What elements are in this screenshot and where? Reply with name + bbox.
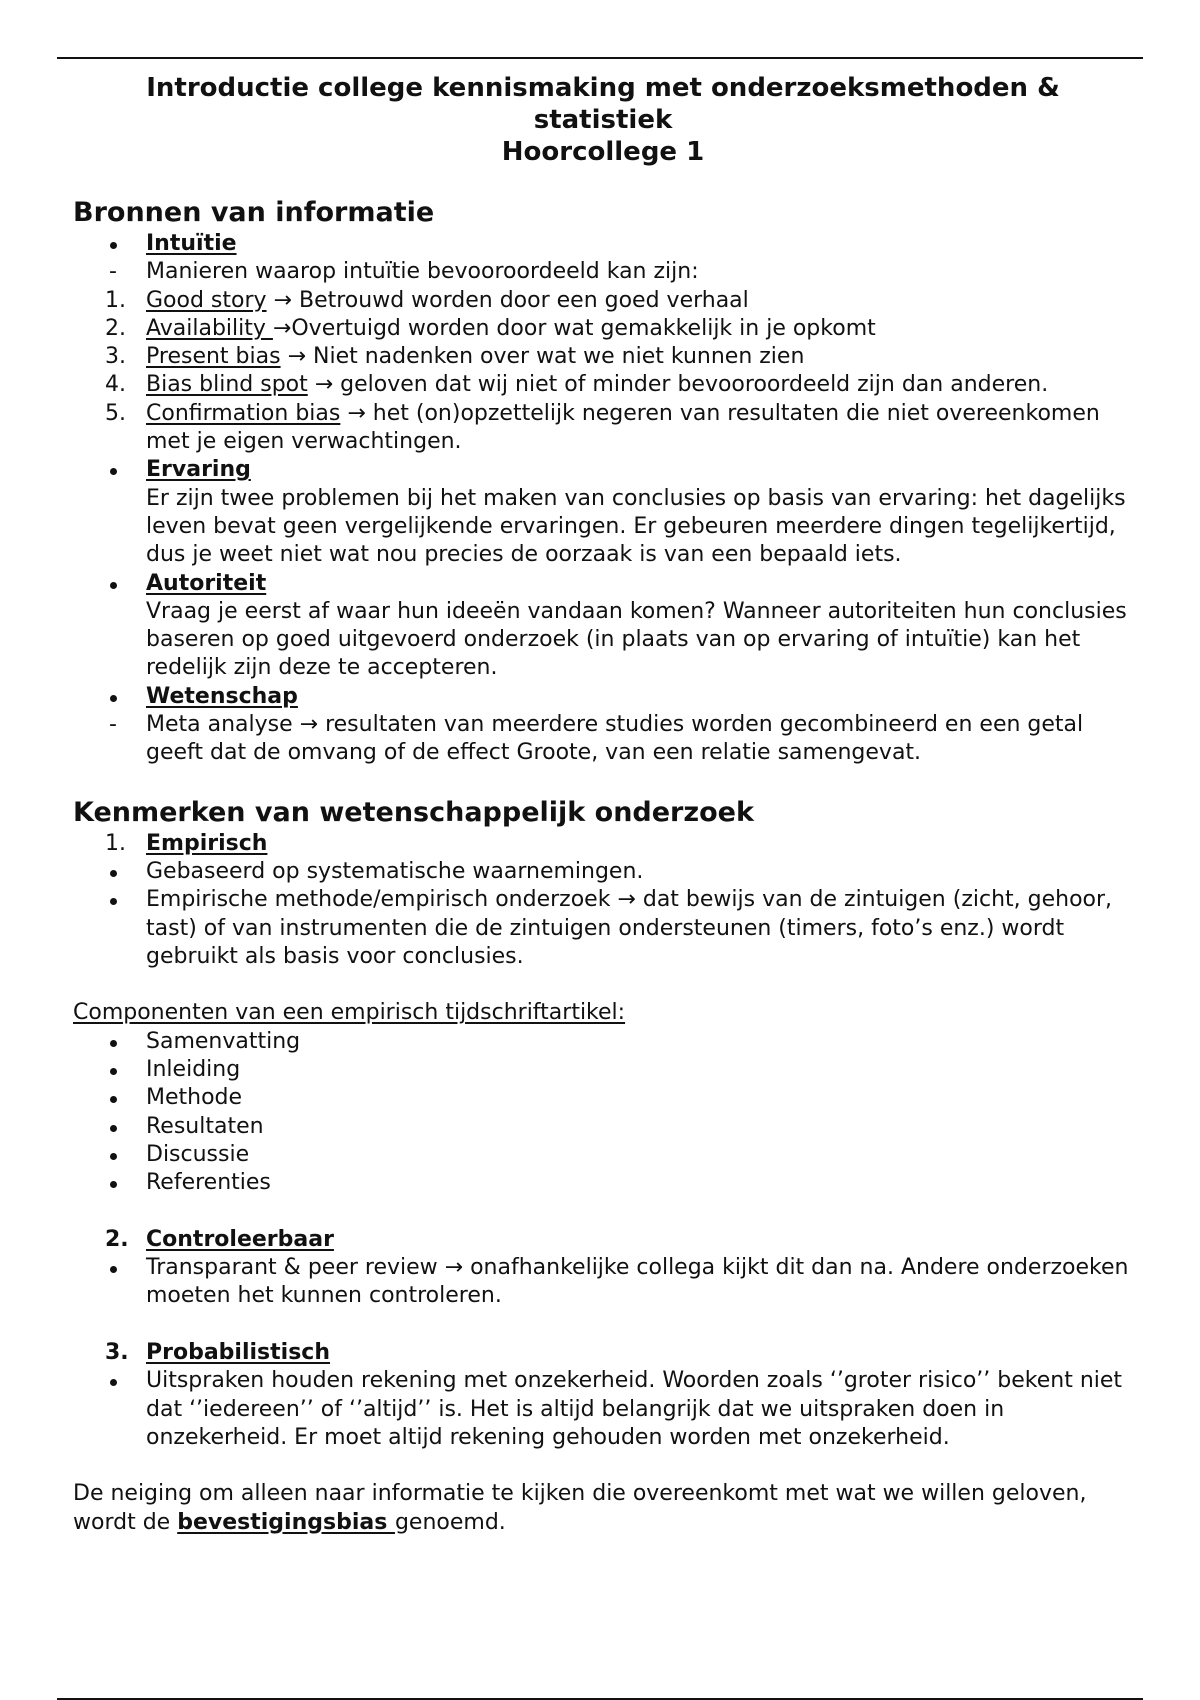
title-line-2: statistiek (533, 105, 673, 135)
bullet-icon (110, 1379, 117, 1386)
item-number: 4. (105, 372, 126, 398)
bullet-icon (110, 1096, 117, 1103)
closing-paragraph (73, 1480, 1133, 1537)
label-probabilistisch: Probabilistisch (146, 1339, 331, 1365)
title-line-3: Hoorcollege 1 (501, 137, 705, 167)
top-rule (57, 57, 1143, 59)
item-number: 2. (105, 1226, 129, 1252)
probabilistisch-text: Uitspraken houden rekening met onzekerheid. Woorden zoals ‘’groter risico’’ bekent niet dat ‘’iedereen’’ of ‘’altijd’’ is. Het is altijd belangrijk dat we uitspraken doen in onzekerheid. Er moet altijd rekening gehouden worden met onzekerheid. (146, 1368, 1123, 1450)
document-title (73, 72, 1133, 168)
bullet-empirisch-1 (73, 858, 1133, 886)
list-item (73, 1113, 1133, 1141)
item-text: het (on)opzettelijk negeren van resultaten die niet overeenkomen met je eigen verwachtingen. (146, 400, 1100, 455)
ervaring-text: Er zijn twee problemen bij het maken van conclusies op basis van ervaring: het dagelijks leven bevat geen vergelijkende ervaringen. Er gebeuren meerdere dingen tegelijkertijd, dus je weet niet wat nou precies de oorzaak is van een bepaald iets. (146, 485, 1126, 568)
list-item-text: Methode (146, 1085, 243, 1111)
bullet-probabilistisch (73, 1367, 1133, 1452)
term-bevestigingsbias: bevestigingsbias (177, 1509, 395, 1535)
numbered-heading-probabilistisch (73, 1339, 1133, 1367)
item-text: geloven dat wij niet of minder bevooroordeeld zijn dan anderen. (333, 372, 1049, 398)
components-heading-text: Componenten van een empirisch tijdschriftartikel: (73, 1000, 626, 1026)
list-item (73, 1169, 1133, 1197)
list-item (73, 1056, 1133, 1084)
numbered-item-3 (73, 343, 1133, 371)
empirisch-bullet-1: Gebaseerd op systematische waarnemingen. (146, 858, 644, 884)
arrow-icon: → (273, 287, 292, 313)
arrow-icon: → (617, 887, 636, 913)
item-text: Overtuigd worden door wat gemakkelijk in je opkomt (291, 315, 876, 341)
bullet-ervaring (73, 456, 1133, 569)
item-number: 5. (105, 400, 126, 426)
arrow-icon: → (314, 372, 334, 398)
bullet-icon (110, 1040, 117, 1047)
label-intuitie: Intuïtie (146, 231, 237, 256)
autoriteit-text: Vraag je eerst af waar hun ideeën vandaan komen? Wanneer autoriteiten hun conclusies baseren op goed uitgevoerd onderzoek (in plaats van op ervaring of intuïtie) kan het redelijk zijn deze te accepteren. (146, 598, 1127, 681)
title-line-1: Introductie college kennismaking met onderzoeksmethoden & (146, 73, 1060, 103)
dash-item-intuitie-intro (73, 258, 1133, 286)
bullet-icon (110, 582, 117, 589)
item-number: 3. (105, 1339, 129, 1365)
list-item-text: Samenvatting (146, 1028, 301, 1054)
list-item (73, 1141, 1133, 1169)
bullet-icon (110, 1266, 117, 1273)
bullet-icon (110, 1125, 117, 1132)
term-confirmation-bias: Confirmation bias (146, 400, 341, 426)
term-availability: Availability (146, 315, 273, 341)
bullet-icon (110, 1068, 117, 1075)
bullet-icon (110, 1153, 117, 1160)
label-empirisch: Empirisch (146, 830, 268, 856)
bullet-wetenschap (73, 683, 1133, 711)
meta-analyse-text: resultaten van meerdere studies worden gecombineerd en een getal geeft dat de omvang of de effect Groote, van een relatie samengevat. (146, 712, 1084, 766)
arrow-icon: → (272, 315, 292, 341)
numbered-item-4 (73, 371, 1133, 399)
empirisch-bullet-2-text: dat bewijs van de zintuigen (zicht, gehoor, tast) of van instrumenten die de zintuigen ondersteunen (timers, foto’s enz.) wordt gebruikt als basis voor conclusies. (146, 887, 1113, 969)
bullet-icon (110, 898, 117, 905)
item-number: 3. (105, 344, 126, 370)
bullet-icon (110, 1181, 117, 1188)
bullet-icon (110, 242, 117, 249)
list-item-text: Inleiding (146, 1057, 241, 1083)
arrow-icon: → (299, 712, 319, 738)
item-text: Niet nadenken over wat we niet kunnen zien (306, 344, 805, 370)
bullet-icon (110, 870, 117, 877)
bullet-icon (110, 695, 117, 702)
meta-analyse-prefix: Meta analyse (146, 712, 300, 738)
numbered-item-1 (73, 287, 1133, 315)
list-item (73, 1084, 1133, 1112)
intuitie-intro: Manieren waarop intuïtie bevooroordeeld kan zijn: (146, 259, 699, 285)
dash-icon: - (109, 259, 117, 285)
arrow-icon: → (287, 344, 306, 370)
arrow-icon: → (347, 400, 366, 426)
label-controleerbaar: Controleerbaar (146, 1226, 334, 1252)
numbered-heading-controleerbaar (73, 1226, 1133, 1254)
term-present-bias: Present bias (146, 344, 281, 370)
empirisch-bullet-2-prefix: Empirische methode/empirisch onderzoek (146, 887, 618, 913)
item-number: 1. (105, 287, 126, 313)
bullet-icon (110, 468, 117, 475)
bullet-empirisch-2 (73, 886, 1133, 971)
list-item-text: Resultaten (146, 1113, 264, 1139)
bullet-autoriteit (73, 570, 1133, 683)
list-item (73, 1028, 1133, 1056)
bullet-intuitie (73, 230, 1133, 258)
numbered-item-2 (73, 315, 1133, 343)
bullet-controleerbaar (73, 1254, 1133, 1311)
label-ervaring: Ervaring (146, 457, 251, 483)
dash-item-meta-analyse (73, 711, 1133, 768)
list-item-text: Discussie (146, 1141, 250, 1167)
term-bias-blind-spot: Bias blind spot (146, 372, 308, 398)
list-item-text: Referenties (146, 1170, 271, 1196)
closing-prefix: De neiging om alleen naar informatie te kijken die overeenkomt met wat we willen geloven, wordt de (73, 1481, 1087, 1535)
label-autoriteit: Autoriteit (146, 570, 267, 596)
closing-suffix: genoemd. (394, 1509, 506, 1535)
numbered-heading-empirisch (73, 830, 1133, 858)
dash-icon: - (109, 712, 117, 738)
components-heading (73, 999, 1133, 1027)
label-wetenschap: Wetenschap (146, 683, 298, 709)
controleerbaar-text: onafhankelijke collega kijkt dit dan na. Andere onderzoeken moeten het kunnen controleren. (146, 1255, 1129, 1309)
section-heading-bronnen: Bronnen van informatie (73, 197, 435, 228)
item-text: Betrouwd worden door een goed verhaal (291, 287, 749, 313)
item-number: 1. (105, 830, 126, 856)
section-heading-kenmerken: Kenmerken van wetenschappelijk onderzoek (73, 796, 754, 828)
controleerbaar-prefix: Transparant & peer review (146, 1255, 445, 1281)
item-number: 2. (105, 315, 126, 341)
term-good-story: Good story (146, 287, 267, 313)
numbered-item-5 (73, 400, 1133, 457)
arrow-icon: → (444, 1255, 464, 1281)
document-page (73, 72, 1133, 1537)
